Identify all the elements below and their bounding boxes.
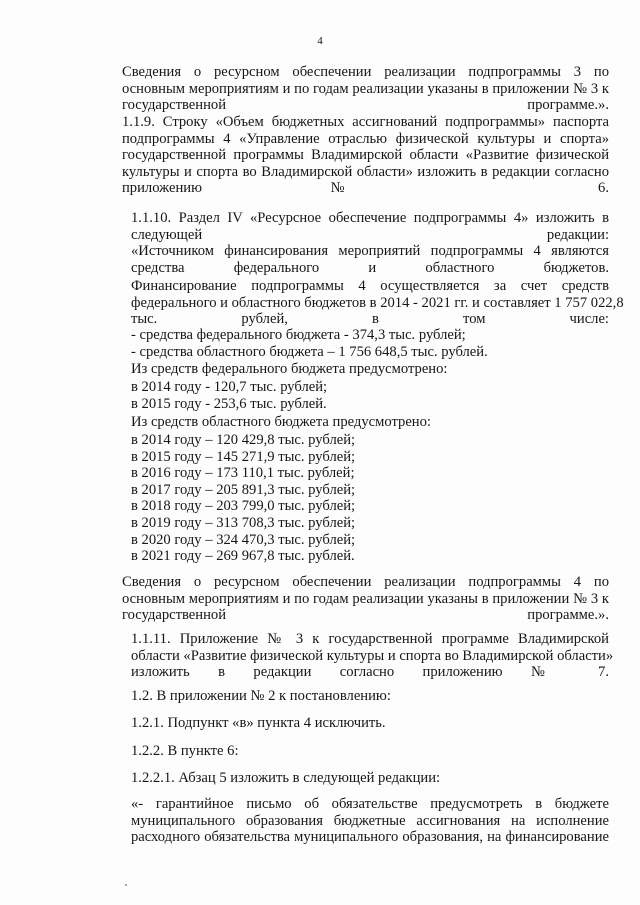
list-item: - средства областного бюджета – 1 756 648,5 тыс. рублей. bbox=[131, 343, 488, 360]
text-line: Финансирование подпрограммы 4 осуществляется за счет средств bbox=[131, 278, 609, 294]
paragraph-guarantee-letter bbox=[95, 796, 609, 846]
text-line: государственной программе.». bbox=[122, 97, 609, 114]
text-line: государственной программе.». bbox=[122, 607, 609, 624]
text-line: изложить в редакции согласно приложению № 7. bbox=[131, 664, 609, 681]
regional-budget-heading bbox=[131, 414, 609, 431]
federal-budget-heading bbox=[131, 361, 609, 378]
text-line: следующей редакции: bbox=[131, 226, 609, 243]
list-item: в 2016 году – 173 110,1 тыс. рублей; bbox=[131, 465, 355, 482]
text-line: культуры и спорта во Владимирской области» изложить в редакции согласно bbox=[122, 163, 609, 180]
text-line: 1.2. В приложении № 2 к постановлению: bbox=[131, 688, 391, 704]
federal-budget-years bbox=[131, 379, 609, 412]
text-line: основным мероприятиям и по годам реализации указаны в приложении № 3 к bbox=[122, 590, 609, 607]
text-line: 1.2.2. В пункте 6: bbox=[131, 743, 239, 759]
text-line: Из средств федерального бюджета предусмотрено: bbox=[131, 361, 448, 377]
paragraph-1-1-9 bbox=[95, 114, 609, 197]
text-line: Из средств областного бюджета предусмотрено: bbox=[131, 414, 431, 430]
list-item: в 2014 году – 120 429,8 тыс. рублей; bbox=[131, 432, 356, 448]
paragraph-1-1-11 bbox=[95, 631, 614, 681]
paragraph-funding-sources bbox=[95, 243, 609, 276]
regional-budget-years bbox=[131, 432, 609, 565]
text-line: области «Развитие физической культуры и спорта во Владимирской области» bbox=[131, 647, 614, 664]
page-number: 4 bbox=[317, 35, 323, 47]
text-line: «Источником финансирования мероприятий подпрограммы 4 являются bbox=[131, 243, 609, 259]
scan-speck bbox=[125, 884, 127, 886]
text-line: средства федерального и областного бюджетов. bbox=[131, 259, 609, 276]
text-line: 1.1.10. Раздел IV «Ресурсное обеспечение подпрограммы 4» изложить в bbox=[131, 210, 609, 226]
text-line: приложению № 6. bbox=[122, 180, 609, 197]
list-item: в 2021 году – 269 967,8 тыс. рублей. bbox=[131, 548, 355, 565]
list-item: в 2015 году - 253,6 тыс. рублей. bbox=[131, 395, 327, 412]
paragraph-1-2-2-1 bbox=[95, 770, 609, 787]
text-line: расходного обязательства муниципального образования, на финансирование bbox=[131, 829, 609, 846]
text-line: подпрограммы 4 «Управление отраслью физической культуры и спорта» bbox=[122, 130, 609, 147]
text-line: «- гарантийное письмо об обязательстве предусмотреть в бюджете bbox=[131, 796, 609, 812]
paragraph-1-2 bbox=[95, 688, 609, 705]
text-line: федерального и областного бюджетов в 2014 - 2021 гг. и составляет 1 757 022,8 bbox=[131, 294, 624, 311]
text-line: 1.2.2.1. Абзац 5 изложить в следующей редакции: bbox=[131, 770, 441, 786]
text-line: 1.2.1. Подпункт «в» пункта 4 исключить. bbox=[131, 715, 386, 731]
paragraph-1-2-2 bbox=[95, 743, 609, 760]
paragraph-resource-info-subprogram-4 bbox=[95, 574, 609, 624]
paragraph-resource-info-subprogram-3 bbox=[95, 64, 609, 114]
list-item: в 2015 году – 145 271,9 тыс. рублей; bbox=[131, 448, 356, 465]
text-line: Сведения о ресурсном обеспечении реализации подпрограммы 3 по bbox=[122, 64, 609, 80]
text-line: государственной программы Владимирской области «Развитие физической bbox=[122, 147, 609, 164]
budget-split-list bbox=[131, 327, 609, 360]
text-line: тыс. рублей, в том числе: bbox=[131, 311, 609, 328]
text-line: 1.1.9. Строку «Объем бюджетных ассигнований подпрограммы» паспорта bbox=[122, 114, 609, 130]
list-item: в 2019 году – 313 708,3 тыс. рублей; bbox=[131, 514, 356, 531]
list-item: в 2020 году – 324 470,3 тыс. рублей; bbox=[131, 531, 356, 548]
list-item: в 2018 году – 203 799,0 тыс. рублей; bbox=[131, 498, 356, 515]
text-line: 1.1.11. Приложение № 3 к государственной программе Владимирской bbox=[131, 631, 609, 647]
list-item: в 2017 году – 205 891,3 тыс. рублей; bbox=[131, 481, 356, 498]
list-item: в 2014 году - 120,7 тыс. рублей; bbox=[131, 379, 328, 395]
list-item: - средства федерального бюджета - 374,3 тыс. рублей; bbox=[131, 327, 466, 343]
paragraph-1-1-10 bbox=[95, 210, 609, 243]
paragraph-1-2-1 bbox=[95, 715, 609, 732]
paragraph-financing-total bbox=[95, 278, 624, 328]
text-line: муниципального образования бюджетные ассигнования на исполнение bbox=[131, 812, 609, 829]
text-line: основным мероприятиям и по годам реализации указаны в приложении № 3 к bbox=[122, 80, 609, 97]
text-line: Сведения о ресурсном обеспечении реализации подпрограммы 4 по bbox=[122, 574, 609, 590]
